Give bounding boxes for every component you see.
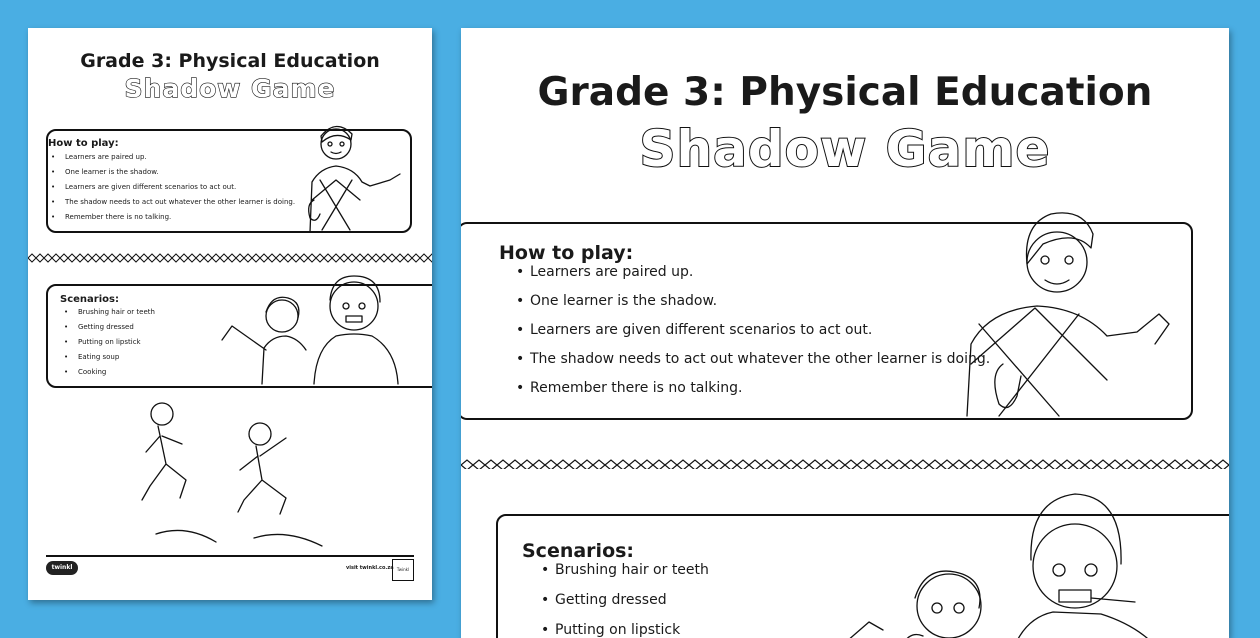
page-title: Grade 3: Physical Education [537, 70, 1153, 115]
zigzag-divider [461, 459, 1229, 469]
how-to-play-heading: How to play: [499, 242, 634, 264]
how-to-play-list [530, 264, 990, 409]
list-item: • Getting dressed [555, 592, 709, 622]
worksheet-thumbnail[interactable] [28, 28, 432, 600]
list-item: • Remember there is no talking. [65, 213, 295, 228]
brand-badge: Twinkl [392, 559, 414, 581]
list-item: • Cooking [78, 368, 155, 383]
list-item: • Learners are given different scenarios to act out. [65, 183, 295, 198]
scenarios-heading: Scenarios: [60, 294, 119, 305]
list-item: • Learners are paired up. [530, 264, 990, 293]
page-title: Grade 3: Physical Education [80, 50, 380, 72]
worksheet-preview[interactable] [461, 28, 1229, 638]
page-subtitle: Shadow Game [124, 74, 336, 103]
list-item: • Getting dressed [78, 323, 155, 338]
list-item: • Learners are paired up. [65, 153, 295, 168]
list-item: • Learners are given different scenarios to act out. [530, 322, 990, 351]
list-item: • One learner is the shadow. [530, 293, 990, 322]
list-item: • Eating soup [78, 353, 155, 368]
footer-website: visit twinkl.co.za [346, 565, 394, 571]
scenarios-list [555, 562, 709, 638]
children-running-illustration [136, 400, 336, 550]
list-item: • Putting on lipstick [78, 338, 155, 353]
zigzag-divider [28, 253, 432, 263]
scenarios-heading: Scenarios: [522, 540, 635, 562]
list-item: • Remember there is no talking. [530, 380, 990, 409]
children-brushing-illustration [212, 266, 402, 384]
list-item: • Brushing hair or teeth [555, 562, 709, 592]
list-item: • One learner is the shadow. [65, 168, 295, 183]
list-item: • Putting on lipstick [555, 622, 709, 638]
page-subtitle: Shadow Game [639, 120, 1051, 178]
scenarios-list [78, 308, 155, 383]
boy-pointing-illustration [959, 204, 1189, 419]
footer-divider [46, 555, 414, 557]
brand-logo: twinkl [46, 561, 78, 575]
how-to-play-list [65, 153, 295, 228]
list-item: • Brushing hair or teeth [78, 308, 155, 323]
how-to-play-heading: How to play: [48, 138, 119, 149]
children-brushing-illustration [839, 480, 1229, 638]
list-item: • The shadow needs to act out whatever the other learner is doing. [65, 198, 295, 213]
boy-pointing-illustration [290, 120, 410, 235]
list-item: • The shadow needs to act out whatever the other learner is doing. [530, 351, 990, 380]
